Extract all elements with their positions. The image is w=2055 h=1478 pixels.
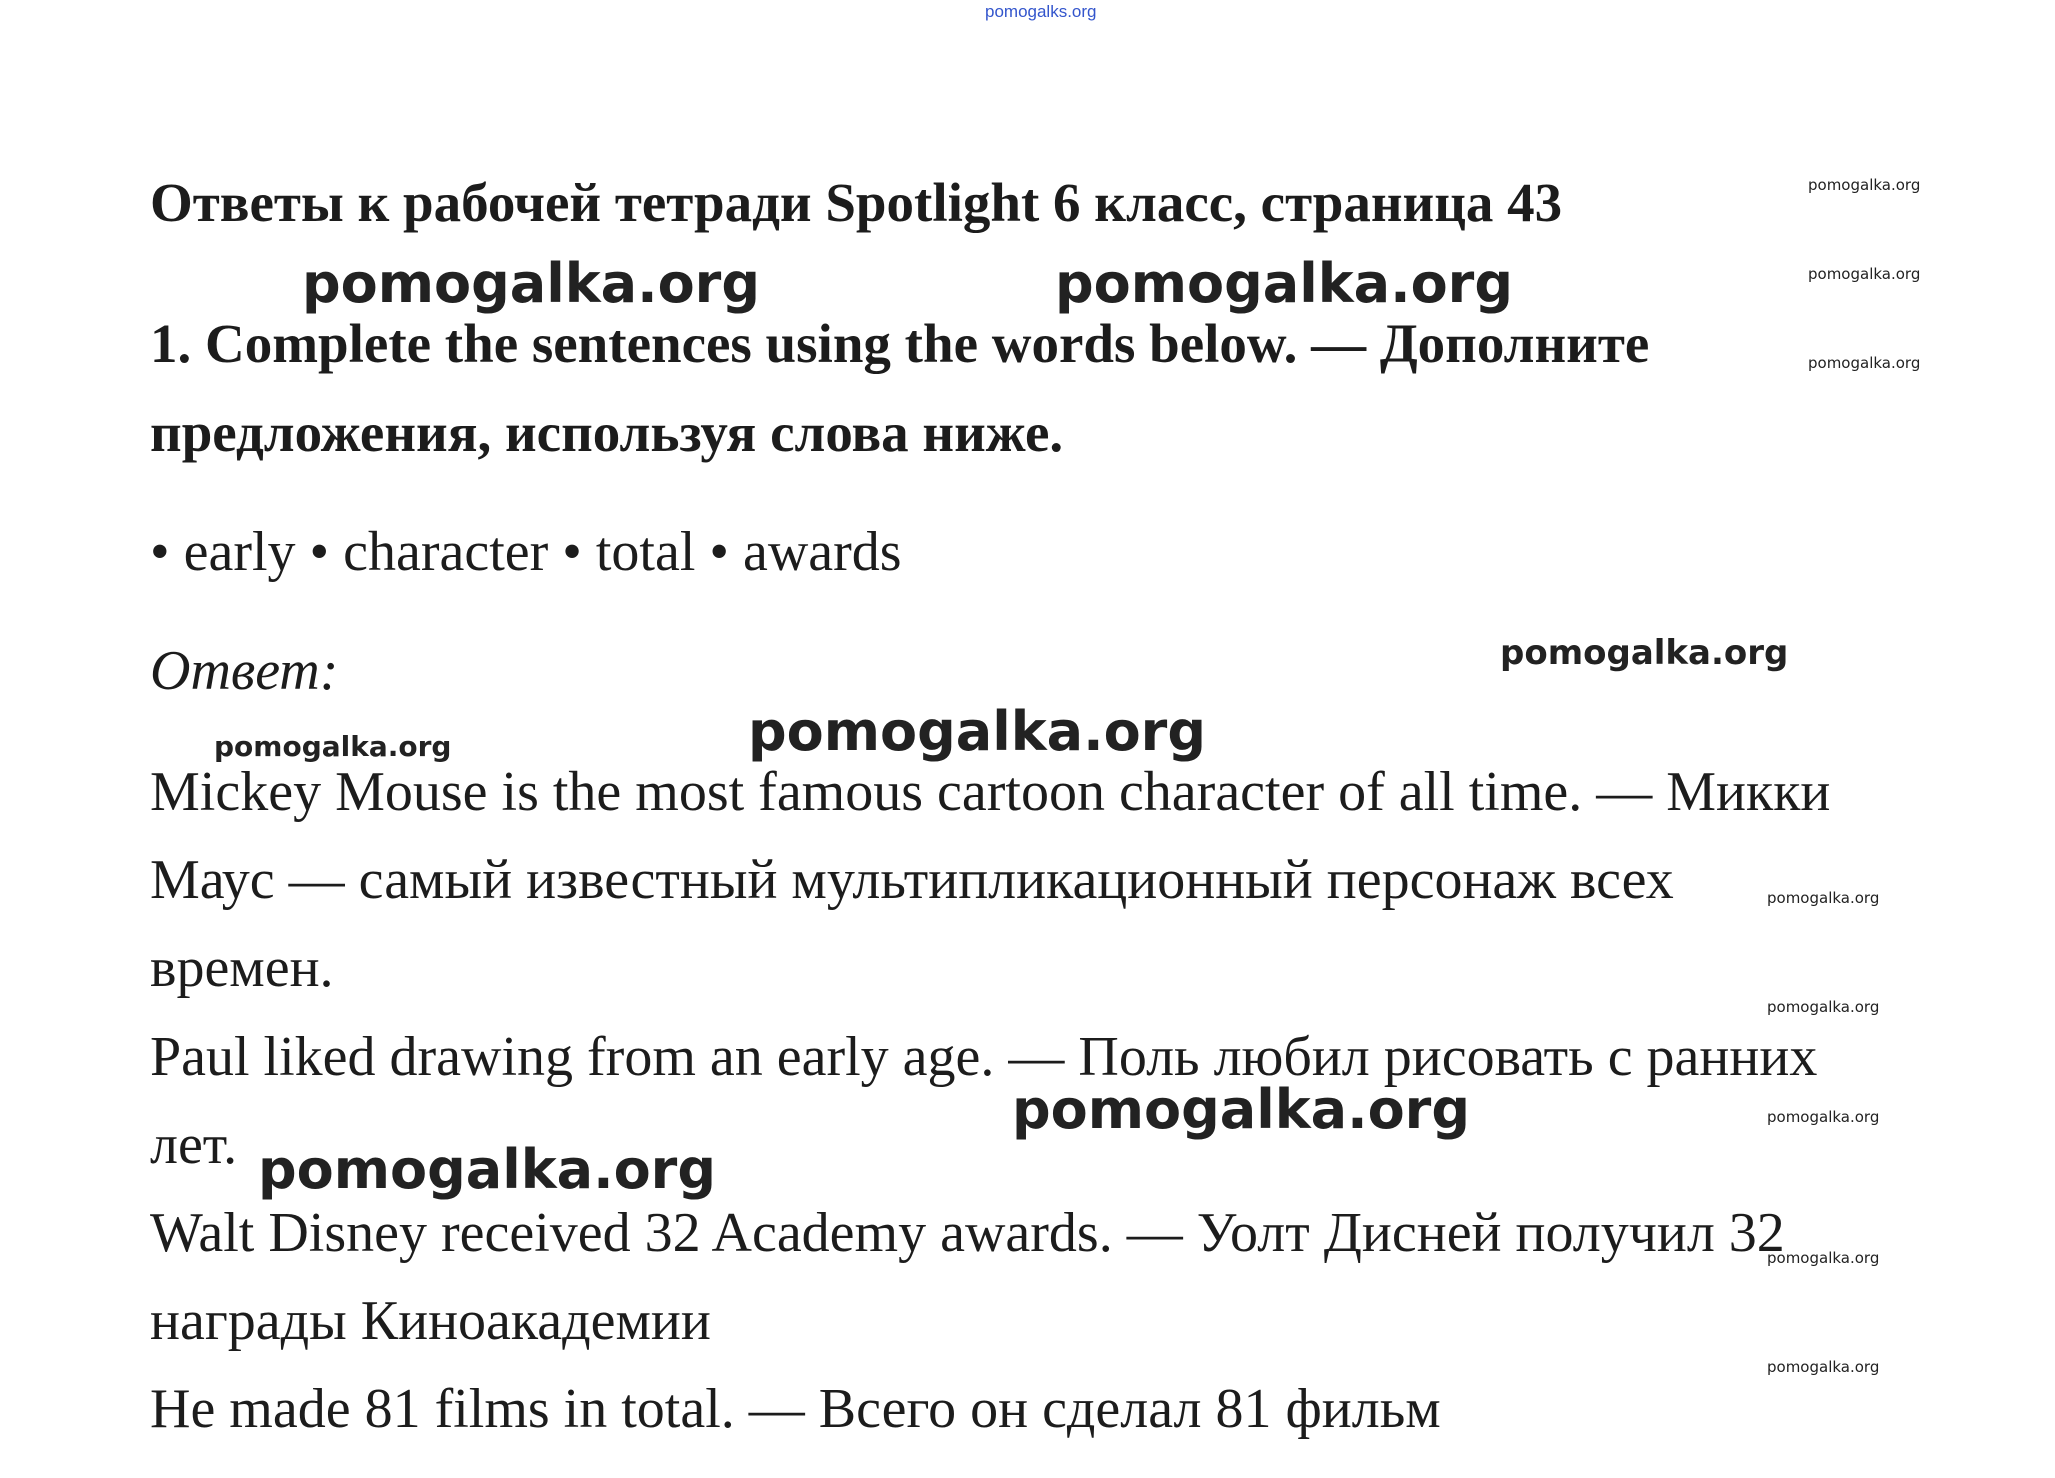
- answer-line: Walt Disney received 32 Academy awards. — Уолт Дисней получил 32: [150, 1202, 1785, 1264]
- answer-line: Paul liked drawing from an early age. — Поль любил рисовать с ранних: [150, 1026, 1818, 1088]
- watermark: pomogalka.org: [1500, 633, 1789, 673]
- answer-line: награды Киноакадемии: [150, 1290, 711, 1352]
- answer-line: Mickey Mouse is the most famous cartoon character of all time. — Микки: [150, 761, 1831, 823]
- task-instruction-line-1: 1. Complete the sentences using the words below. — Дополните: [150, 313, 1650, 374]
- site-link[interactable]: pomogalks.org: [985, 2, 1097, 21]
- task-instruction-line-2: предложения, используя слова ниже.: [150, 402, 1064, 463]
- watermark: pomogalka.org: [302, 252, 760, 315]
- watermark: pomogalka.org: [1808, 354, 1921, 372]
- watermark: pomogalka.org: [1808, 265, 1921, 283]
- answer-label: Ответ:: [150, 640, 339, 702]
- answer-line: времен.: [150, 937, 334, 999]
- watermark: pomogalka.org: [748, 700, 1206, 763]
- watermark: pomogalka.org: [1767, 1249, 1880, 1267]
- page-title: Ответы к рабочей тетради Spotlight 6 класс, страница 43: [150, 172, 1563, 233]
- watermark: pomogalka.org: [1767, 1108, 1880, 1126]
- answer-line: Маус — самый известный мультипликационный персонаж всех: [150, 849, 1674, 911]
- watermark: pomogalka.org: [1767, 998, 1880, 1016]
- watermark: pomogalka.org: [1055, 252, 1513, 315]
- answer-line: лет.: [150, 1114, 238, 1176]
- watermark: pomogalka.org: [258, 1138, 716, 1201]
- watermark: pomogalka.org: [1012, 1078, 1470, 1141]
- answer-line: He made 81 films in total. — Всего он сделал 81 фильм: [150, 1378, 1441, 1440]
- watermark: pomogalka.org: [1767, 889, 1880, 907]
- word-bank: • early • character • total • awards: [150, 521, 902, 583]
- watermark: pomogalka.org: [214, 730, 452, 763]
- watermark: pomogalka.org: [1808, 176, 1921, 194]
- watermark: pomogalka.org: [1767, 1358, 1880, 1376]
